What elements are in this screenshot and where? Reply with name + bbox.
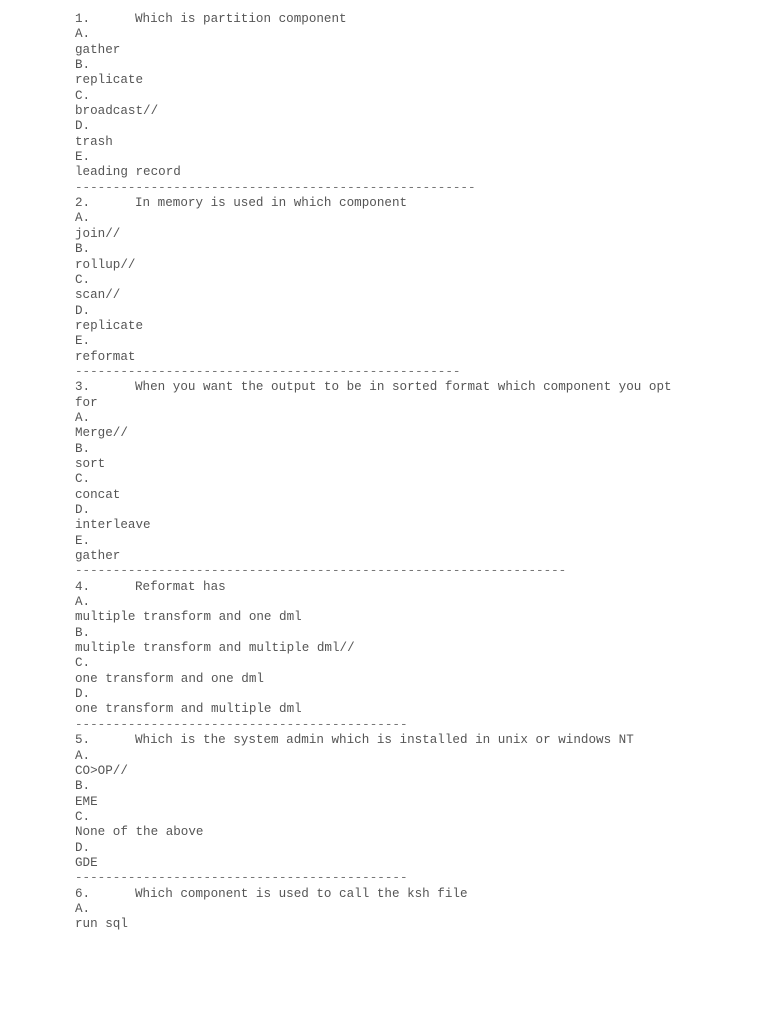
question-block	[75, 580, 755, 733]
option-answer: replicate	[75, 318, 144, 333]
option-answer: rollup//	[75, 257, 136, 272]
option-letter: E.	[75, 150, 91, 165]
option-answer: gather	[75, 42, 121, 57]
question-line	[75, 887, 755, 902]
question-text: Which is the system admin which is installed in unix or windows NT	[135, 733, 634, 748]
option-letter: B.	[75, 441, 91, 456]
option-letter: B.	[75, 58, 91, 73]
option-answer: concat	[75, 487, 121, 502]
option-letter: E.	[75, 533, 91, 548]
question-block	[75, 733, 755, 886]
option-letter: A.	[75, 748, 91, 763]
option-answer: EME	[75, 794, 98, 809]
option-answer: multiple transform and multiple dml//	[75, 641, 355, 656]
option-answer: CO>OP//	[75, 763, 128, 778]
option-answer: one transform and one dml	[75, 671, 264, 686]
question-number: 1.	[75, 12, 91, 26]
option-letter: E.	[75, 334, 91, 349]
question-number: 4.	[75, 579, 91, 594]
option-letter: C.	[75, 809, 91, 824]
question-line	[75, 380, 755, 395]
option-letter: D.	[75, 303, 91, 318]
question-line	[75, 196, 755, 211]
option-letter: B.	[75, 242, 91, 257]
option-answer: multiple transform and one dml	[75, 610, 302, 625]
separator-line: --------------------------------------------	[75, 871, 408, 886]
option-answer: gather	[75, 549, 121, 564]
option-letter: C.	[75, 88, 91, 103]
option-answer: one transform and multiple dml	[75, 702, 302, 717]
question-block	[75, 196, 755, 380]
separator-line: ---------------------------------------------------	[75, 364, 461, 379]
document-page	[75, 12, 755, 933]
question-text-continued: for	[75, 395, 98, 410]
option-answer: reformat	[75, 349, 136, 364]
separator-line: -----------------------------------------------------------------	[75, 564, 567, 579]
option-letter: B.	[75, 625, 91, 640]
option-answer: None of the above	[75, 825, 204, 840]
option-letter: D.	[75, 687, 91, 702]
question-number: 5.	[75, 733, 91, 748]
option-answer: run sql	[75, 917, 128, 932]
option-answer: leading record	[75, 165, 181, 180]
option-answer: interleave	[75, 518, 151, 533]
question-number: 6.	[75, 886, 91, 901]
option-letter: C.	[75, 472, 91, 487]
option-answer: Merge//	[75, 426, 128, 441]
option-answer: join//	[75, 226, 121, 241]
option-letter: A.	[75, 901, 91, 916]
separator-line: -----------------------------------------------------	[75, 180, 476, 195]
question-line	[75, 580, 755, 595]
question-line	[75, 733, 755, 748]
option-letter: D.	[75, 503, 91, 517]
option-letter: D.	[75, 840, 91, 855]
question-number: 3.	[75, 380, 91, 395]
question-line	[75, 12, 755, 27]
option-letter: C.	[75, 272, 91, 287]
option-answer: GDE	[75, 855, 98, 870]
question-text: In memory is used in which component	[135, 196, 408, 211]
option-letter: A.	[75, 595, 91, 610]
option-answer: trash	[75, 134, 113, 149]
question-block	[75, 887, 755, 933]
question-text: Which is partition component	[135, 12, 347, 26]
option-answer: scan//	[75, 288, 121, 303]
option-answer: broadcast//	[75, 104, 159, 119]
separator-line: --------------------------------------------	[75, 717, 408, 732]
question-number: 2.	[75, 196, 91, 211]
question-text: Reformat has	[135, 579, 226, 594]
question-text: When you want the output to be in sorted format which component you opt	[135, 380, 672, 395]
option-letter: A.	[75, 27, 91, 42]
question-block	[75, 12, 755, 196]
question-text: Which component is used to call the ksh file	[135, 886, 468, 901]
question-block	[75, 380, 755, 579]
option-letter: C.	[75, 656, 91, 671]
option-answer: sort	[75, 456, 106, 471]
option-letter: D.	[75, 119, 91, 134]
option-letter: A.	[75, 410, 91, 425]
option-answer: replicate	[75, 73, 144, 88]
option-letter: A.	[75, 211, 91, 226]
option-letter: B.	[75, 779, 91, 794]
